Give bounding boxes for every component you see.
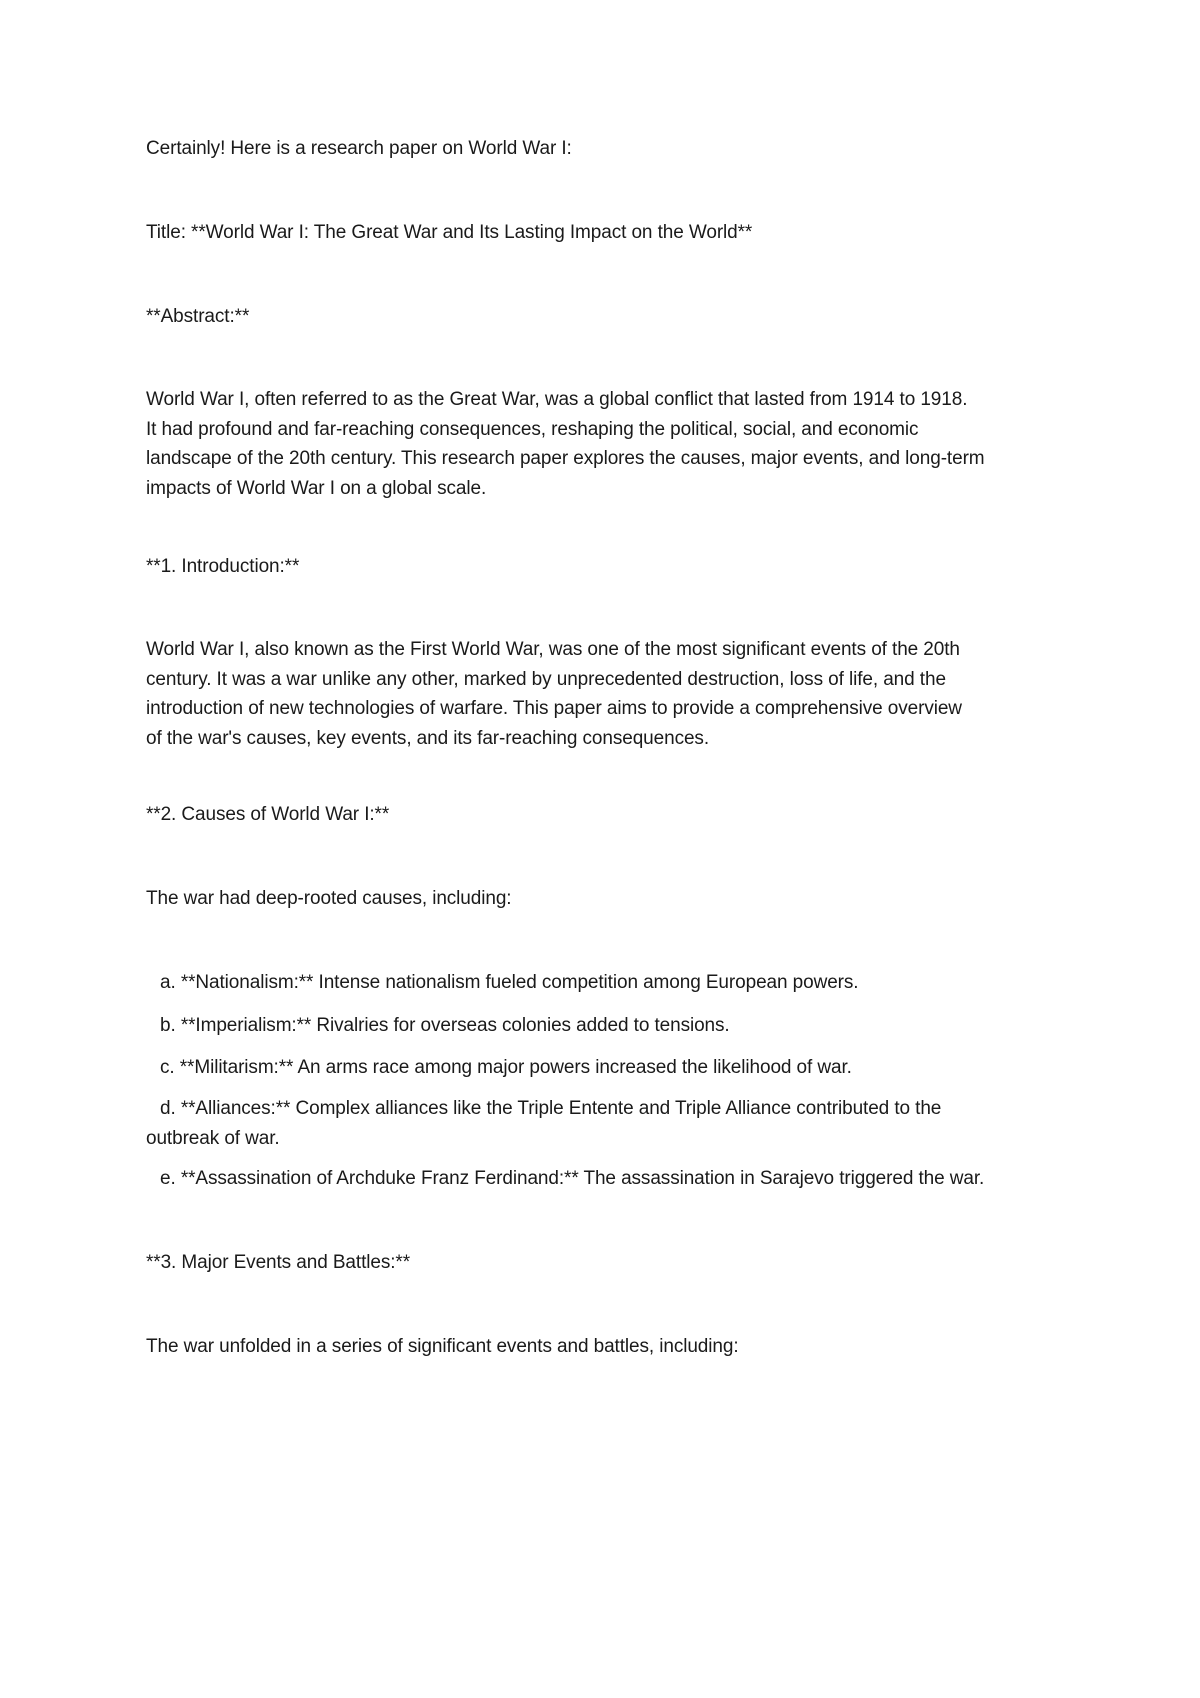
section3-lead: The war unfolded in a series of significant events and battles, including:	[146, 1336, 739, 1357]
intro-line: Certainly! Here is a research paper on World War I:	[146, 138, 572, 159]
section2-heading: **2. Causes of World War I:**	[146, 804, 390, 825]
section1-line: century. It was a war unlike any other, marked by unprecedented destruction, loss of life, and the	[146, 668, 946, 690]
abstract-line: It had profound and far-reaching consequences, reshaping the political, social, and economic	[146, 418, 919, 440]
cause-item-b	[146, 1011, 1066, 1041]
section1-heading: **1. Introduction:**	[146, 556, 300, 577]
section1-line: introduction of new technologies of warfare. This paper aims to provide a comprehensive overview	[146, 698, 962, 719]
section3-heading: **3. Major Events and Battles:**	[146, 1252, 410, 1273]
section1-paragraph	[146, 635, 1066, 753]
cause-item-c	[146, 1053, 1066, 1083]
cause-line: e. **Assassination of Archduke Franz Ferdinand:** The assassination in Sarajevo triggered the war.	[160, 1168, 985, 1189]
cause-line: d. **Alliances:** Complex alliances like the Triple Entente and Triple Alliance contributed to the	[160, 1098, 942, 1119]
cause-line: c. **Militarism:** An arms race among major powers increased the likelihood of war.	[160, 1057, 852, 1078]
abstract-heading: **Abstract:**	[146, 306, 250, 327]
cause-line: a. **Nationalism:** Intense nationalism fueled competition among European powers.	[160, 972, 859, 993]
cause-line: outbreak of war.	[146, 1127, 280, 1149]
section1-line: World War I, also known as the First World War, was one of the most significant events of the 20th	[146, 639, 960, 660]
abstract-paragraph	[146, 385, 1066, 503]
cause-item-d	[146, 1094, 1066, 1153]
cause-item-e	[146, 1164, 1066, 1194]
section2-lead: The war had deep-rooted causes, including:	[146, 888, 512, 909]
abstract-line: landscape of the 20th century. This research paper explores the causes, major events, and long-term	[146, 448, 985, 469]
cause-line: b. **Imperialism:** Rivalries for overseas colonies added to tensions.	[160, 1015, 730, 1036]
title-line: Title: **World War I: The Great War and Its Lasting Impact on the World**	[146, 222, 753, 243]
section1-line: of the war's causes, key events, and its far-reaching consequences.	[146, 727, 710, 749]
cause-item-a	[146, 968, 1066, 998]
abstract-line: impacts of World War I on a global scale.	[146, 477, 487, 499]
abstract-line: World War I, often referred to as the Great War, was a global conflict that lasted from 1914 to 1918.	[146, 389, 968, 410]
